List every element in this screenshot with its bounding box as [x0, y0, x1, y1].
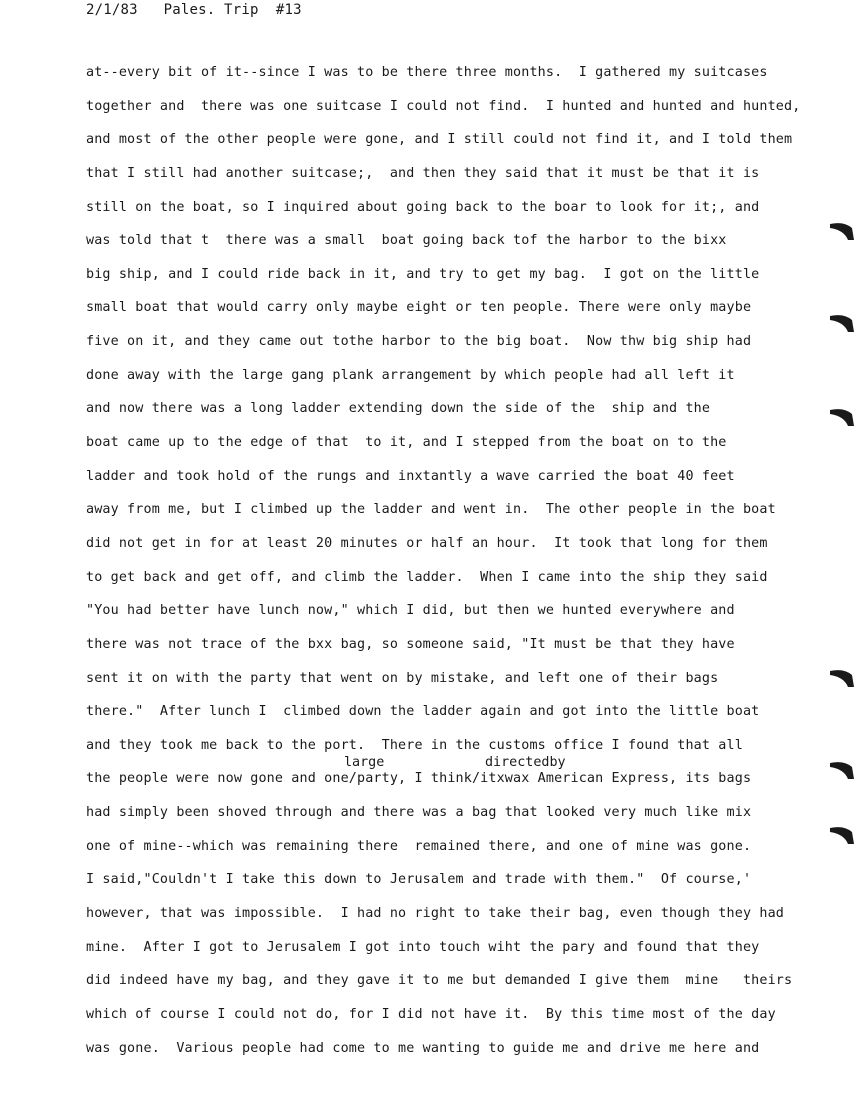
- text-line: to get back and get off, and climb the ladder. When I came into the ship they said: [86, 569, 768, 585]
- text-line: and they took me back to the port. There in the customs office I found that all: [86, 737, 743, 753]
- text-line: at--every bit of it--since I was to be there three months. I gathered my suitcases: [86, 65, 768, 80]
- text-line: together and there was one suitcase I could not find. I hunted and hunted and hunted,: [86, 98, 801, 114]
- text-line: I said,"Couldn't I take this down to Jerusalem and trade with them." Of course,': [86, 872, 752, 888]
- text-line: did indeed have my bag, and they gave it to me but demanded I give them mine theirs: [86, 973, 793, 989]
- text-line: did not get in for at least 20 minutes or half an hour. It took that long for them: [86, 535, 768, 551]
- page-header: 2/1/83 Pales. Trip #13: [86, 2, 302, 18]
- scan-edge-mark: [830, 822, 854, 844]
- text-line: mine. After I got to Jerusalem I got into touch wiht the pary and found that they: [86, 939, 760, 955]
- text-line: ladder and took hold of the rungs and inxtantly a wave carried the boat 40 feet: [86, 468, 735, 484]
- interlinear-insertion-large: large: [344, 755, 385, 770]
- text-line: boat came up to the edge of that to it, and I stepped from the boat on to the: [86, 435, 727, 451]
- text-line: one of mine--which was remaining there remained there, and one of mine was gone.: [86, 838, 752, 854]
- text-line: which of course I could not do, for I did not have it. By this time most of the day: [86, 1006, 776, 1022]
- text-line: big ship, and I could ride back in it, and try to get my bag. I got on the little: [86, 266, 760, 282]
- text-line: done away with the large gang plank arrangement by which people had all left it: [86, 367, 735, 383]
- text-line: however, that was impossible. I had no right to take their bag, even though they had: [86, 906, 785, 922]
- text-line: small boat that would carry only maybe eight or ten people. There were only maybe: [86, 300, 752, 316]
- text-line: sent it on with the party that went on by mistake, and left one of their bags: [86, 670, 719, 686]
- text-line: there." After lunch I climbed down the ladder again and got into the little boat: [86, 704, 760, 720]
- text-line: had simply been shoved through and there was a bag that looked very much like mix: [86, 805, 752, 821]
- text-line: that I still had another suitcase;, and then they said that it must be that it is: [86, 165, 760, 181]
- text-line: "You had better have lunch now," which I did, but then we hunted everywhere and: [86, 603, 735, 619]
- typed-body: [86, 63, 826, 1072]
- text-line: away from me, but I climbed up the ladder and went in. The other people in the boat: [86, 502, 776, 518]
- scan-edge-mark: [830, 665, 854, 687]
- text-line: the people were now gone and one/party, I think/itxwax American Express, its bags: [86, 771, 752, 787]
- interlinear-insertion-directedby: directedby: [485, 755, 566, 770]
- scan-edge-mark: [830, 757, 854, 779]
- text-line: still on the boat, so I inquired about going back to the boar to look for it;, and: [86, 199, 760, 215]
- scan-edge-mark: [830, 310, 854, 332]
- text-line: was told that t there was a small boat going back tof the harbor to the bixx: [86, 233, 727, 249]
- text-line: there was not trace of the bxx bag, so someone said, "It must be that they have: [86, 636, 735, 652]
- text-line: five on it, and they came out tothe harbor to the big boat. Now thw big ship had: [86, 334, 752, 350]
- text-line: and most of the other people were gone, and I still could not find it, and I told them: [86, 132, 793, 148]
- text-line: was gone. Various people had come to me wanting to guide me and drive me here and: [86, 1040, 760, 1056]
- scan-edge-mark: [830, 218, 854, 240]
- scan-edge-mark: [830, 404, 854, 426]
- text-line: and now there was a long ladder extending down the side of the ship and the: [86, 401, 711, 417]
